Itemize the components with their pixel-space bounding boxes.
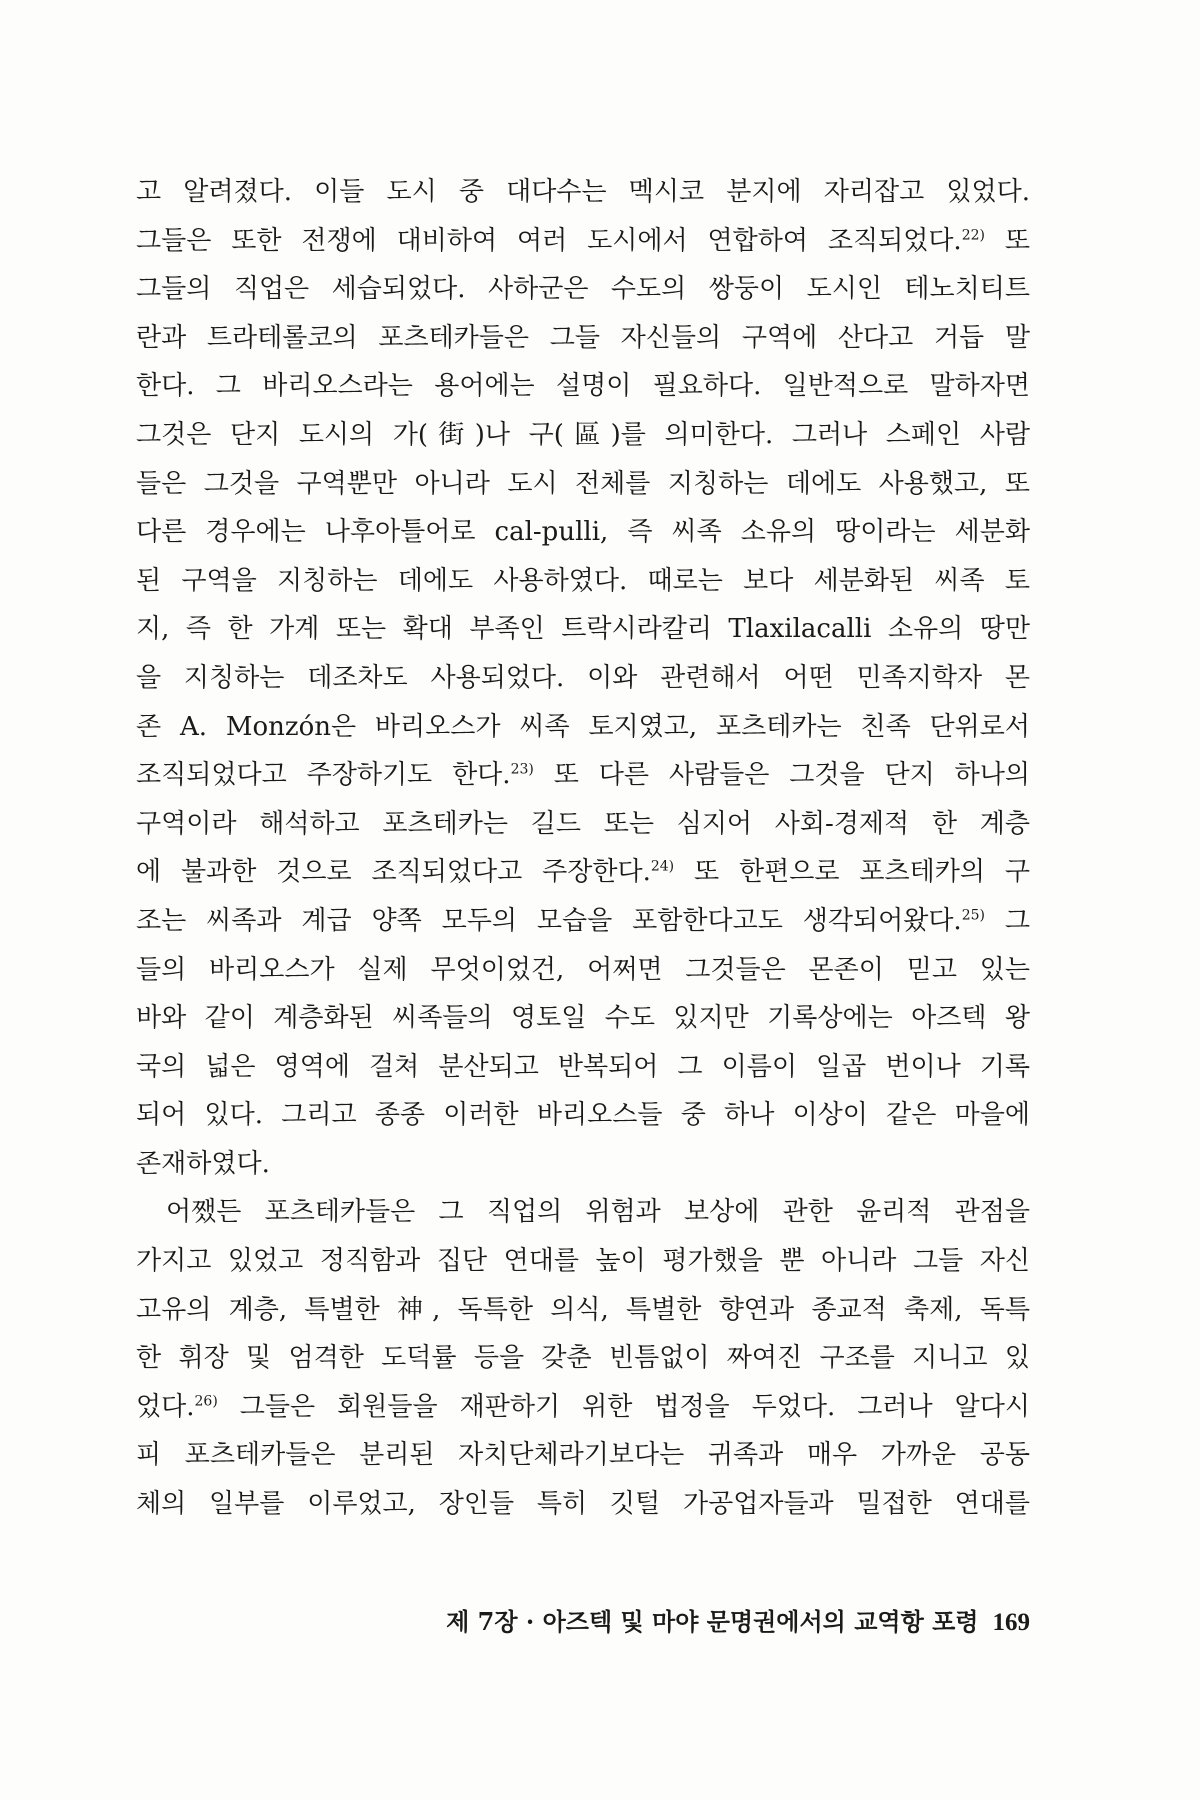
text-line	[136, 1091, 1030, 1140]
text-span: 그들은 회원들을 재판하기 위한 법정을 두었다. 그러나 알다시	[239, 1391, 1030, 1422]
page-number: 169	[992, 1609, 1030, 1636]
text-line	[136, 1383, 1030, 1432]
text-span: 고 알려졌다. 이들 도시 중 대다수는 멕시코 분지에 자리잡고 있었다.	[136, 177, 1030, 207]
text-span: 존재하였다.	[136, 1148, 270, 1179]
text-line	[136, 751, 1030, 800]
text-line	[136, 314, 1030, 363]
text-span: 가지고 있었고 정직함과 집단 연대를 높이 평가했을 뿐 아니라 그들 자신	[136, 1246, 1030, 1277]
text-line	[136, 848, 1030, 897]
text-line	[136, 1480, 1030, 1529]
text-line	[136, 897, 1030, 946]
text-line	[136, 217, 1030, 266]
text-line	[136, 1237, 1030, 1286]
text-span: 구역이라 해석하고 포츠테카는 길드 또는 심지어 사회-경제적 한 계층	[136, 808, 1030, 839]
text-span: 란과 트라테롤코의 포츠테카들은 그들 자신들의 구역에 산다고 거듭 말	[136, 322, 1030, 353]
text-span: 또	[1004, 225, 1030, 256]
text-span: 바와 같이 계층화된 씨족들의 영토일 수도 있지만 기록상에는 아즈텍 왕	[136, 1003, 1030, 1034]
text-line	[136, 946, 1030, 995]
footnote-ref: 26)	[194, 1393, 218, 1410]
text-line	[136, 460, 1030, 509]
text-line	[136, 508, 1030, 557]
text-span: 들의 바리오스가 실제 무엇이었건, 어쩌면 그것들은 몬존이 믿고 있는	[136, 954, 1030, 985]
footnote-ref: 25)	[961, 907, 985, 924]
text-span: 지, 즉 한 가계 또는 확대 부족인 트락시라칼리 Tlaxilacalli 소유의 땅만	[136, 614, 1030, 645]
body-text	[136, 168, 1030, 1529]
chapter-title: 제 7장 · 아즈텍 및 마야 문명권에서의 교역항 포령	[446, 1607, 979, 1636]
text-line	[136, 1286, 1030, 1335]
text-line	[136, 265, 1030, 314]
text-span: 조직되었다고 주장하기도 한다.	[136, 760, 511, 791]
text-span: 한다. 그 바리오스라는 용어에는 설명이 필요하다. 일반적으로 말하자면	[136, 371, 1030, 402]
running-footer	[400, 1604, 1030, 1640]
text-span: 된 구역을 지칭하는 데에도 사용하였다. 때로는 보다 세분화된 씨족 토	[136, 565, 1030, 596]
text-span: 피 포츠테카들은 분리된 자치단체라기보다는 귀족과 매우 가까운 공동	[136, 1440, 1030, 1471]
text-line	[136, 800, 1030, 849]
text-line	[136, 168, 1030, 217]
text-line	[136, 1431, 1030, 1480]
text-line	[136, 1043, 1030, 1092]
footnote-ref: 23)	[510, 761, 534, 778]
text-span: 한 휘장 및 엄격한 도덕률 등을 갖춘 빈틈없이 짜여진 구조를 지니고 있	[136, 1343, 1030, 1374]
text-span: 에 불과한 것으로 조직되었다고 주장한다.	[136, 857, 651, 888]
text-span: 을 지칭하는 데조차도 사용되었다. 이와 관련해서 어떤 민족지학자 몬	[136, 662, 1030, 693]
text-line	[136, 1140, 1030, 1189]
text-line	[136, 654, 1030, 703]
text-span: 조는 씨족과 계급 양쪽 모두의 모습을 포함한다고도 생각되어왔다.	[136, 905, 962, 936]
footnote-ref: 24)	[650, 858, 675, 875]
text-line	[136, 1188, 1030, 1237]
text-span: 다른 경우에는 나후아틀어로 cal-pulli, 즉 씨족 소유의 땅이라는 세분화	[136, 517, 1030, 548]
text-span: 어쨌든 포츠테카들은 그 직업의 위험과 보상에 관한 윤리적 관점을	[166, 1197, 1030, 1228]
text-line	[136, 703, 1030, 752]
text-span: 그들의 직업은 세습되었다. 사하군은 수도의 쌍둥이 도시인 테노치티트	[136, 274, 1030, 305]
text-span: 또 다른 사람들은 그것을 단지 하나의	[553, 760, 1030, 791]
text-span: 들은 그것을 구역뿐만 아니라 도시 전체를 지칭하는 데에도 사용했고, 또	[136, 468, 1030, 499]
text-line	[136, 994, 1030, 1043]
text-line	[136, 362, 1030, 411]
text-span: 그것은 단지 도시의 가(街)나 구(區)를 의미한다. 그러나 스페인 사람	[136, 419, 1030, 450]
text-line	[136, 411, 1030, 460]
text-span: 되어 있다. 그리고 종종 이러한 바리오스들 중 하나 이상이 같은 마을에	[136, 1100, 1030, 1131]
text-span: 그들은 또한 전쟁에 대비하여 여러 도시에서 연합하여 조직되었다.	[136, 225, 962, 256]
text-span: 존 A. Monzón은 바리오스가 씨족 토지였고, 포츠테카는 친족 단위로서	[136, 711, 1030, 742]
text-span: 또 한편으로 포츠테카의 구	[694, 857, 1030, 888]
text-line	[136, 557, 1030, 606]
text-line	[136, 605, 1030, 654]
text-span: 고유의 계층, 특별한 神, 독특한 의식, 특별한 향연과 종교적 축제, 독특	[136, 1294, 1030, 1325]
text-span: 체의 일부를 이루었고, 장인들 특히 깃털 가공업자들과 밀접한 연대를	[136, 1489, 1030, 1520]
text-span: 었다.	[136, 1391, 195, 1422]
text-span: 그	[1004, 905, 1030, 936]
footnote-ref: 22)	[961, 226, 985, 243]
text-line	[136, 1334, 1030, 1383]
text-span: 국의 넓은 영역에 걸쳐 분산되고 반복되어 그 이름이 일곱 번이나 기록	[136, 1051, 1030, 1082]
